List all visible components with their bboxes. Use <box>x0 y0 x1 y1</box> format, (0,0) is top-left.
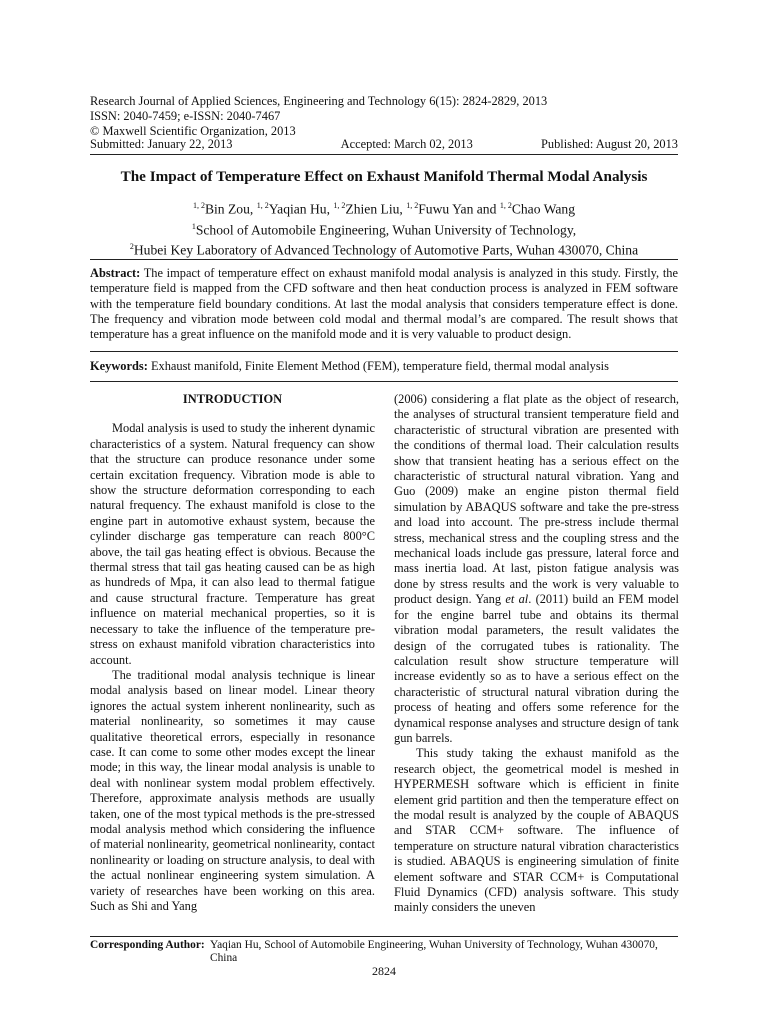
accepted-date: Accepted: March 02, 2013 <box>340 137 473 151</box>
divider <box>90 259 678 260</box>
affiliation-marker: 1 <box>191 221 196 231</box>
affiliation-marker: 1, 2 <box>333 201 346 210</box>
author-name: Yaqian Hu, <box>268 201 331 217</box>
copyright-line: © Maxwell Scientific Organization, 2013 <box>90 124 296 138</box>
author-name: Bin Zou, <box>204 201 254 217</box>
author-name: Chao Wang <box>511 201 576 217</box>
paragraph: The traditional modal analysis technique is linear modal analysis based on linear model. Linear theory ignores the actual system inherent nonlinearity, such as material nonlinearity, so sometimes it may cause qualitative theoretical errors, especially in resonance case. It can come to some other modes except the linear mode; in this way, the linear modal analysis is unable to deal with nonlinear system modal problem effectively. Therefore, approximate analysis methods are usually taken, one of the most typical methods is the pre-stressed modal analysis method which considering the influence of material nonlinearity, geometrical nonlinearity, contact nonlinearity or loading on structure analysis, to deal with the actual nonlinear engineering system simulation. A variety of researches have been working on this area. Such as Shi and Yang <box>90 667 375 913</box>
journal-header <box>90 94 680 139</box>
italic-text: et al <box>505 592 529 607</box>
paper-title: The Impact of Temperature Effect on Exhaust Manifold Thermal Modal Analysis <box>120 168 648 185</box>
affiliation-marker: 1, 2 <box>256 201 269 210</box>
author-name: Fuwu Yan and <box>418 201 497 217</box>
abstract-text: The impact of temperature effect on exhaust manifold modal analysis is analyzed in this study. Firstly, the temperature field is mapped from the CFD software and then heat conduction process is analyzed in FEM software with the temperature field boundary conditions. At last the modal analysis that considers temperature effect is done. The frequency and vibration mode between cold modal and thermal modal’s are compared. The result shows that temperature has a great influence on the manifold mode and it is very valuable to product design. <box>90 266 678 342</box>
submitted-date: Submitted: January 22, 2013 <box>90 137 233 151</box>
footnote-text: Yaqian Hu, School of Automobile Engineering, Wuhan University of Technology, Wuhan 430070, China <box>210 939 658 964</box>
divider <box>90 381 678 382</box>
author-list <box>90 197 678 218</box>
affiliation-text: School of Automobile Engineering, Wuhan University of Technology, <box>195 222 577 238</box>
paragraph-text: (2006) considering a flat plate as the object of research, the analyses of structural transient temperature field and characteristic of structural vibration are presented with the conditions of thermal load. Their calculation results show that transient heating has a serious effect on the characteristic of structural natural vibration. Yang and Guo (2009) make an engine piston thermal field simulation by ABAQUS software and take the pre-stress and load into account. The pre-stress include thermal stress, mechanical stress and the coupling stress and the mechanical loads include gas pressure, lateral force and mass inertia load. At last, piston fatigue analysis was done by stress results and the work is very valuable to product design. Yang <box>394 392 679 607</box>
affiliation-2 <box>90 238 678 259</box>
affiliation-marker: 2 <box>129 242 134 252</box>
author-name: Zhien Liu, <box>345 201 403 217</box>
footnote-row <box>90 939 678 965</box>
keywords-text: Exhaust manifold, Finite Element Method (FEM), temperature field, thermal modal analysis <box>150 359 609 373</box>
divider <box>90 936 678 937</box>
divider <box>90 351 678 352</box>
submission-dates <box>90 137 678 155</box>
affiliation-1 <box>90 218 678 239</box>
abstract-label: Abstract: <box>90 266 141 280</box>
paragraph: Modal analysis is used to study the inherent dynamic characteristics of a system. Natural frequency can show that the structure can produce resonance under some certain excitation frequency. Vibration mode is able to show the structure deformation corresponding to each natural frequency. The exhaust manifold is close to the engine part in automotive exhaust system, because the cylinder discharge gas temperature can reach 800°C above, the tail gas heating effect is obvious. Because the thermal stress that tail gas heating caused can be as high as hundreds of Mpa, it can also lead to thermal fatigue and cause structural fracture. Temperature has great influence on material mechanical properties, so it is necessary to take the influence of the temperature pre-stress on exhaust manifold vibration characteristics into account. <box>90 421 375 667</box>
affiliation-marker: 1, 2 <box>192 201 205 210</box>
paragraph <box>394 392 679 746</box>
left-column <box>90 392 375 914</box>
paragraph-text: . (2011) build an FEM model for the engine barrel tube and obtains its thermal vibration modal parameters, the result validates the design of the corrugated tubes is rationality. The calculation result show structure temperature will increase evidently so as to have a serious effect on the characteristic of structural natural vibration during the process of heating and offers some reference for the dynamical response analyses and structure design of tank gun barrels. <box>394 592 679 745</box>
paragraph: This study taking the exhaust manifold as the research object, the geometrical model is meshed in HYPERMESH software which is efficient in finite element grid partition and then the temperature effect on the modal result is analyzed by the couple of ABAQUS and STAR CCM+ software. The influence of temperature on structure natural vibration characteristics is studied. ABAQUS is engineering simulation of finite element software and STAR CCM+ is Computational Fluid Dynamics (CFD) analysis software. This study mainly considers the uneven <box>394 746 679 915</box>
corresponding-author-note <box>90 936 678 965</box>
journal-citation: Research Journal of Applied Sciences, Engineering and Technology 6(15): 2824-2829, 2013 <box>90 94 548 108</box>
published-date: Published: August 20, 2013 <box>540 137 678 151</box>
affiliation-text: Hubei Key Laboratory of Advanced Technology of Automotive Parts, Wuhan 430070, China <box>133 242 639 258</box>
author-block <box>90 197 678 259</box>
affiliation-marker: 1, 2 <box>406 201 419 210</box>
keywords <box>90 359 678 374</box>
section-heading: INTRODUCTION <box>182 392 283 406</box>
keywords-label: Keywords: <box>90 359 148 373</box>
affiliation-marker: 1, 2 <box>499 201 512 210</box>
footnote-label: Corresponding Author: <box>90 939 205 951</box>
issn-line: ISSN: 2040-7459; e-ISSN: 2040-7467 <box>90 109 281 123</box>
right-column <box>394 392 679 916</box>
page-number: 2824 <box>372 964 396 978</box>
abstract <box>90 266 678 342</box>
